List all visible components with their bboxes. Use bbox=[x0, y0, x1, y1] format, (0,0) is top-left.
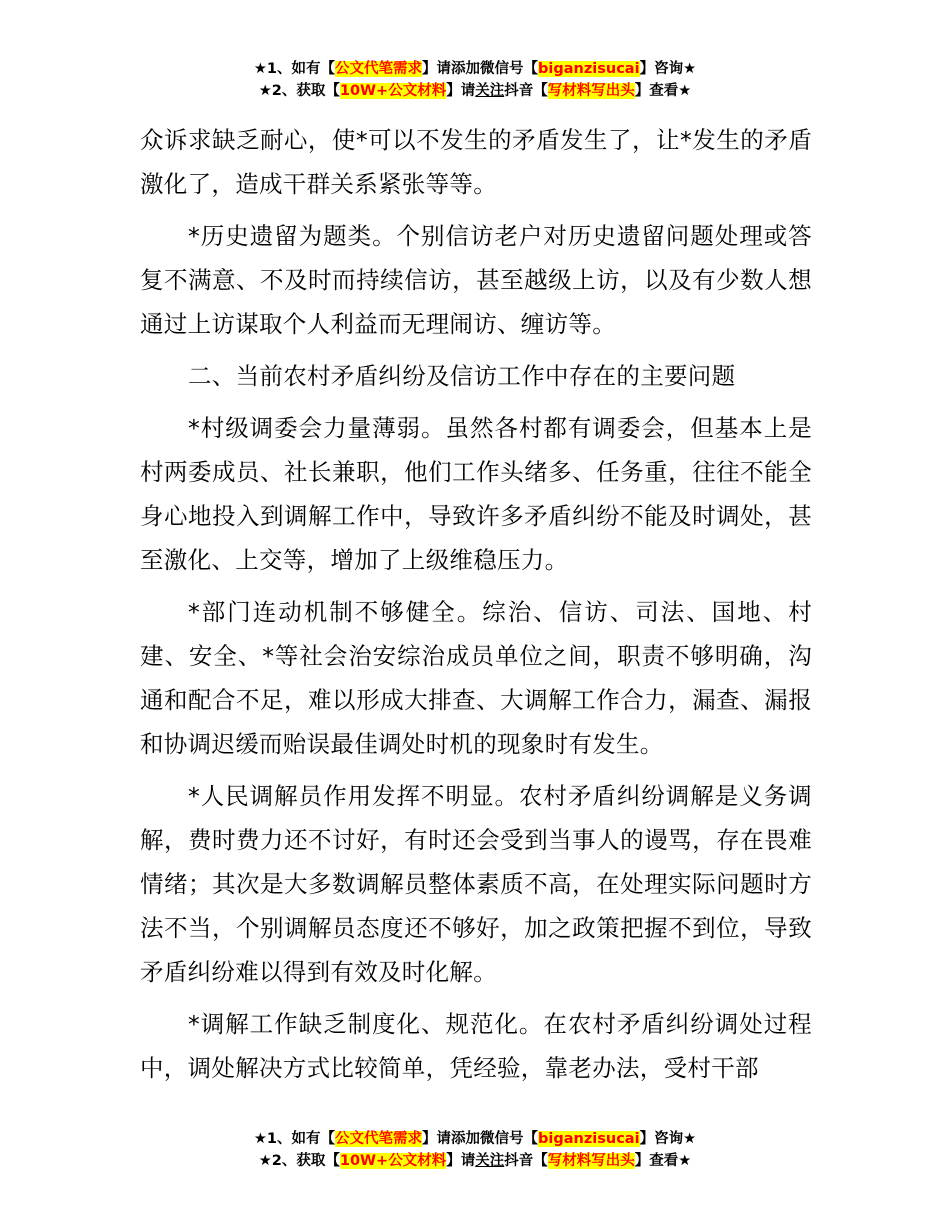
paragraph: *人民调解员作用发挥不明显。农村矛盾纠纷调解是义务调解，费时费力还不讨好，有时还会受到当事人的谩骂，存在畏难情绪；其次是大多数调解员整体素质不高，在处理实际问题时方法不当，个别调解员态度还不够好，加之政策把握不到位，导致矛盾纠纷难以得到有效及时化解。 bbox=[140, 782, 812, 986]
banner-text: 抖音【 bbox=[504, 83, 548, 99]
banner-text: 】咨询★ bbox=[639, 61, 697, 77]
banner-text: 2、获取【 bbox=[271, 1153, 340, 1169]
banner-highlight: 公文代笔需求 bbox=[335, 1131, 423, 1147]
banner-line-1 bbox=[0, 1128, 950, 1150]
banner-emphasis: 添加 bbox=[451, 61, 481, 77]
banner-text: 】咨询★ bbox=[639, 1131, 697, 1147]
paragraph: *历史遗留为题类。个别信访老户对历史遗留问题处理或答复不满意、不及时而持续信访，甚至越级上访，以及有少数人想通过上访谋取个人利益而无理闹访、缠访等。 bbox=[140, 222, 812, 338]
banner-text: 2、获取【 bbox=[271, 83, 340, 99]
banner-text: 微信号【 bbox=[480, 61, 539, 77]
document-body bbox=[140, 118, 812, 1098]
banner-text: 】查看★ bbox=[634, 1153, 692, 1169]
banner-text: 抖音【 bbox=[504, 1153, 548, 1169]
star-icon: ★ bbox=[253, 61, 267, 77]
banner-highlight: 10W+公文材料 bbox=[339, 1153, 447, 1169]
paragraph: *部门连动机制不够健全。综治、信访、司法、国地、村建、安全、*等社会治安综治成员单位之间，职责不够明确，沟通和配合不足，难以形成大排查、大调解工作合力，漏查、漏报和协调迟缓而贻误最佳调处时机的现象时有发生。 bbox=[140, 598, 812, 758]
banner-emphasis: 关注 bbox=[475, 83, 505, 99]
banner-text: 】查看★ bbox=[634, 83, 692, 99]
paragraph: 众诉求缺乏耐心，使*可以不发生的矛盾发生了，让*发生的矛盾激化了，造成干群关系紧张等等。 bbox=[140, 126, 812, 198]
banner-emphasis: 关注 bbox=[475, 1153, 505, 1169]
footer-banner bbox=[0, 1128, 950, 1172]
banner-highlight: 公文代笔需求 bbox=[335, 61, 423, 77]
banner-highlight: 10W+公文材料 bbox=[339, 83, 447, 99]
header-banner bbox=[0, 58, 950, 102]
paragraph: *村级调委会力量薄弱。虽然各村都有调委会，但基本上是村两委成员、社长兼职，他们工作头绪多、任务重，往往不能全身心地投入到调解工作中，导致许多矛盾纠纷不能及时调处，甚至激化、上交等，增加了上级维稳压力。 bbox=[140, 414, 812, 574]
section-heading: 二、当前农村矛盾纠纷及信访工作中存在的主要问题 bbox=[188, 362, 736, 390]
banner-text: 微信号【 bbox=[480, 1131, 539, 1147]
banner-wechat-id: biganzisucai bbox=[538, 61, 640, 77]
banner-text: 】请 bbox=[422, 61, 452, 77]
banner-douyin-id: 写材料写出头 bbox=[547, 1153, 635, 1169]
banner-line-2 bbox=[0, 1150, 950, 1172]
banner-line-2 bbox=[0, 80, 950, 102]
star-icon: ★ bbox=[258, 1153, 272, 1169]
banner-text: 1、如有【 bbox=[266, 61, 336, 77]
banner-text: 1、如有【 bbox=[266, 1131, 336, 1147]
banner-emphasis: 添加 bbox=[451, 1131, 481, 1147]
banner-line-1 bbox=[0, 58, 950, 80]
paragraph: *调解工作缺乏制度化、规范化。在农村矛盾纠纷调处过程中，调处解决方式比较简单，凭经验，靠老办法，受村干部 bbox=[140, 1010, 812, 1082]
banner-wechat-id: biganzisucai bbox=[538, 1131, 640, 1147]
banner-text: 】请 bbox=[446, 83, 476, 99]
banner-douyin-id: 写材料写出头 bbox=[547, 83, 635, 99]
star-icon: ★ bbox=[258, 83, 272, 99]
banner-text: 】请 bbox=[446, 1153, 476, 1169]
banner-text: 】请 bbox=[422, 1131, 452, 1147]
star-icon: ★ bbox=[253, 1131, 267, 1147]
